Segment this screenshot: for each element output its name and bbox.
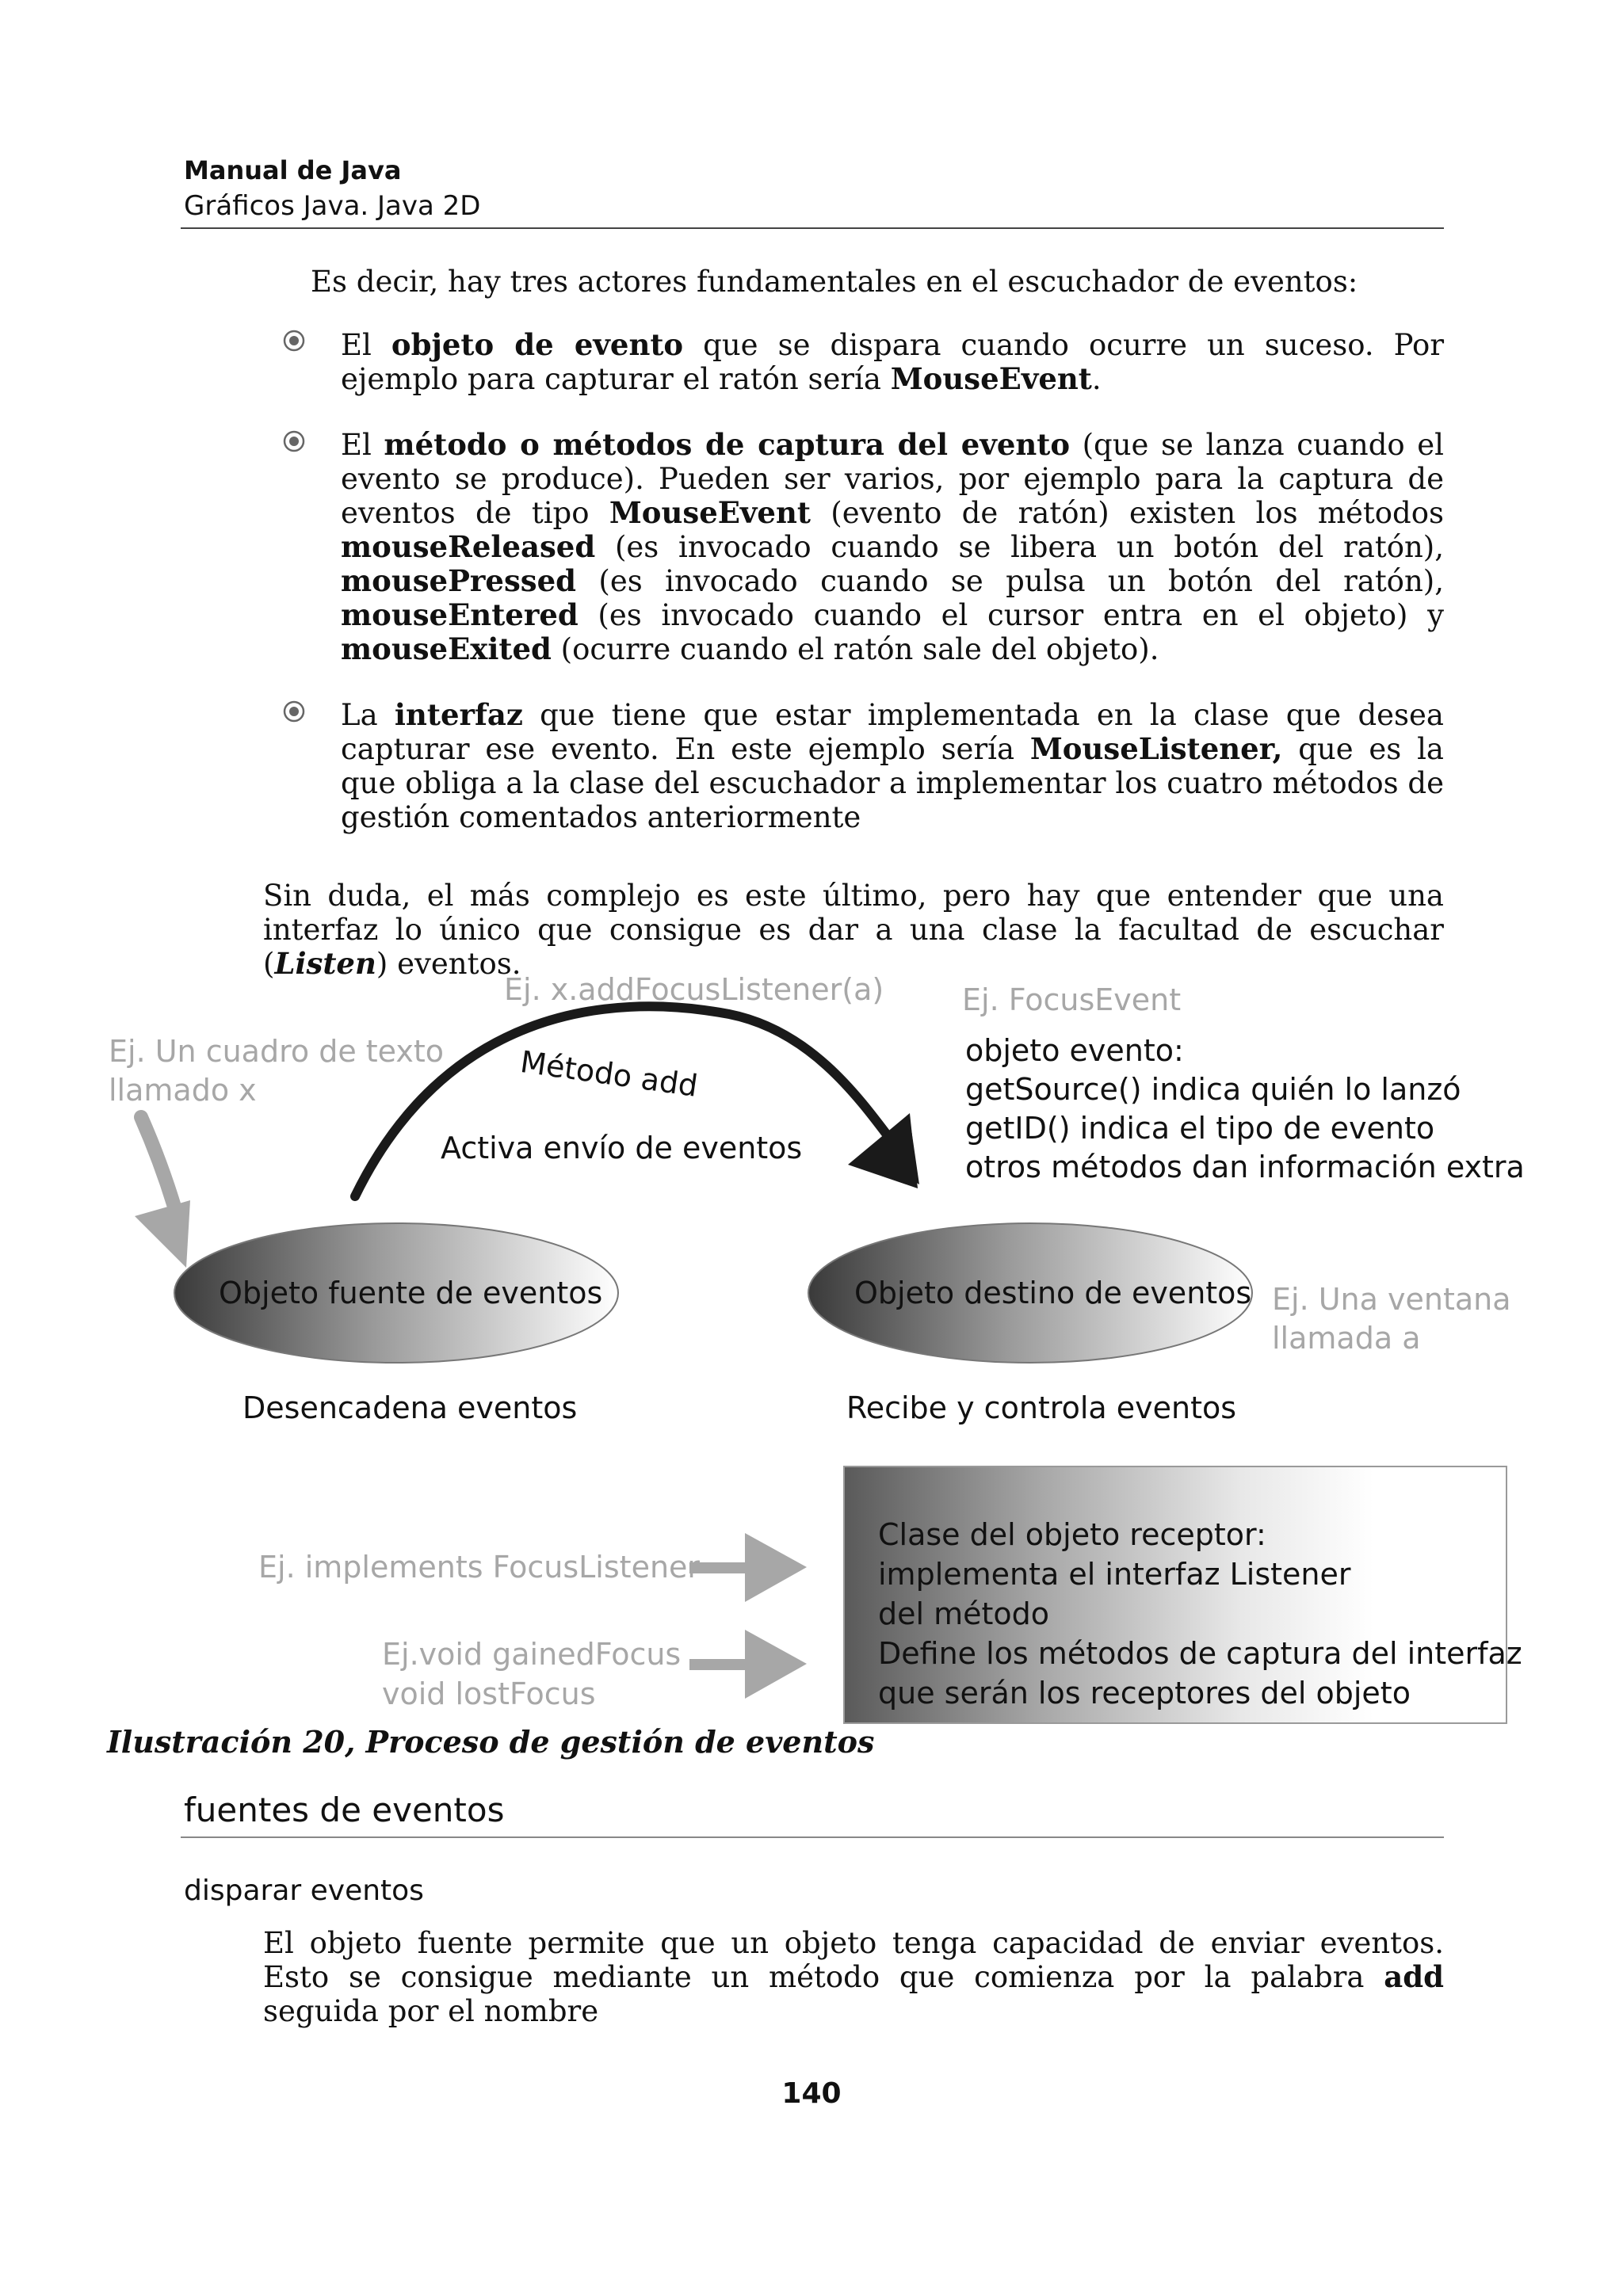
subsection-title: disparar eventos (184, 1875, 424, 1907)
ej-void-line2: void lostFocus (382, 1676, 596, 1711)
page-number: 140 (781, 2077, 842, 2110)
running-header-subtitle: Gráficos Java. Java 2D (184, 190, 481, 222)
bold-term: MouseListener, (1029, 731, 1283, 766)
text-run: (es invocado cuando se libera un botón del ratón), (595, 530, 1444, 564)
bold-term: mouseReleased (341, 529, 596, 564)
ej-void-line1: Ej.void gainedFocus (382, 1637, 682, 1672)
metodo-add-label: Método add (517, 1044, 701, 1104)
ej-focus-event-label: Ej. FocusEvent (962, 982, 1182, 1017)
running-header-title: Manual de Java (184, 155, 402, 185)
ej-implements-label: Ej. implements FocusListener (258, 1550, 701, 1585)
source-object-label: Objeto fuente de eventos (219, 1276, 603, 1310)
bold-term: interfaz (394, 697, 523, 732)
ej-window-line1: Ej. Una ventana (1272, 1282, 1511, 1317)
text-run: (es invocado cuando se pulsa un botón del ratón), (576, 564, 1444, 598)
intro-paragraph: Es decir, hay tres actores fundamentales en el escuchador de eventos: (311, 265, 1358, 299)
text-run: La (341, 698, 395, 732)
event-object-description: objeto evento: getSource() indica quién lo lanzó getID() indica el tipo de evento otros métodos dan información extra (965, 1033, 1525, 1184)
text-run: El (341, 328, 391, 362)
figure-caption: Ilustración 20, Proceso de gestión de eventos (107, 1724, 875, 1760)
text-run: que se dispara cuando ocurre un suceso. Por ejemplo para capturar el ratón sería (341, 328, 1445, 396)
bold-term: mouseEntered (341, 597, 579, 632)
bold-term: mouseExited (341, 631, 552, 666)
ej-textbox-line1: Ej. Un cuadro de texto (109, 1034, 445, 1069)
final-paragraph: El objeto fuente permite que un objeto tenga capacidad de enviar eventos. Esto se consigue mediante un método que comienza por la palabra add seguida por el nombre (263, 1926, 1444, 2028)
section-rule (181, 1836, 1444, 1838)
text-run: que es la que obliga a la clase del escuchador a implementar los cuatro métodos de gestión comentados anteriormente (341, 732, 1444, 834)
target-object-label: Objeto destino de eventos (854, 1276, 1252, 1310)
text-run: (es invocado cuando el cursor entra en el objeto) y (578, 598, 1444, 632)
recibe-label: Recibe y controla eventos (846, 1390, 1237, 1425)
implements-arrow-head (745, 1533, 807, 1602)
text-run: que tiene que estar implementada en la clase que desea capturar ese evento. En este ejemplo sería (341, 698, 1444, 766)
summary-paragraph: Sin duda, el más complejo es este último, pero hay que entender que una interfaz lo único que consigue es dar a una clase la facultad de escuchar (Listen) eventos. (263, 879, 1444, 981)
ej-textbox-line2: llamado x (109, 1073, 257, 1108)
bold-term: MouseEvent (890, 361, 1092, 396)
text-run: (que se lanza cuando el evento se produce). Pueden ser varios, por ejemplo para la captura de eventos de tipo (341, 428, 1444, 530)
bold-term: MouseEvent (609, 495, 811, 530)
activa-envio-label: Activa envío de eventos (441, 1131, 803, 1165)
section-title: fuentes de eventos (184, 1791, 505, 1829)
bold-term: objeto de evento (391, 327, 684, 362)
methods-arrow-head (745, 1630, 807, 1699)
textbox-pointer-arrow (141, 1117, 178, 1220)
text-run: . (1091, 362, 1102, 396)
desencadena-label: Desencadena eventos (242, 1390, 578, 1425)
ej-add-listener-label: Ej. x.addFocusListener(a) (504, 972, 884, 1007)
bold-term: mousePressed (341, 563, 577, 598)
text-run: (ocurre cuando el ratón sale del objeto). (551, 632, 1159, 666)
bold-term: método o métodos de captura del evento (384, 427, 1071, 462)
receiver-class-text: Clase del objeto receptor: implementa el interfaz Listener del método Define los métodos de captura del interfaz que serán los receptores del objeto (878, 1517, 1522, 1711)
text-run: (evento de ratón) existen los métodos (810, 496, 1444, 530)
text-run: El (341, 428, 384, 462)
ej-window-line2: llamada a (1272, 1321, 1421, 1356)
